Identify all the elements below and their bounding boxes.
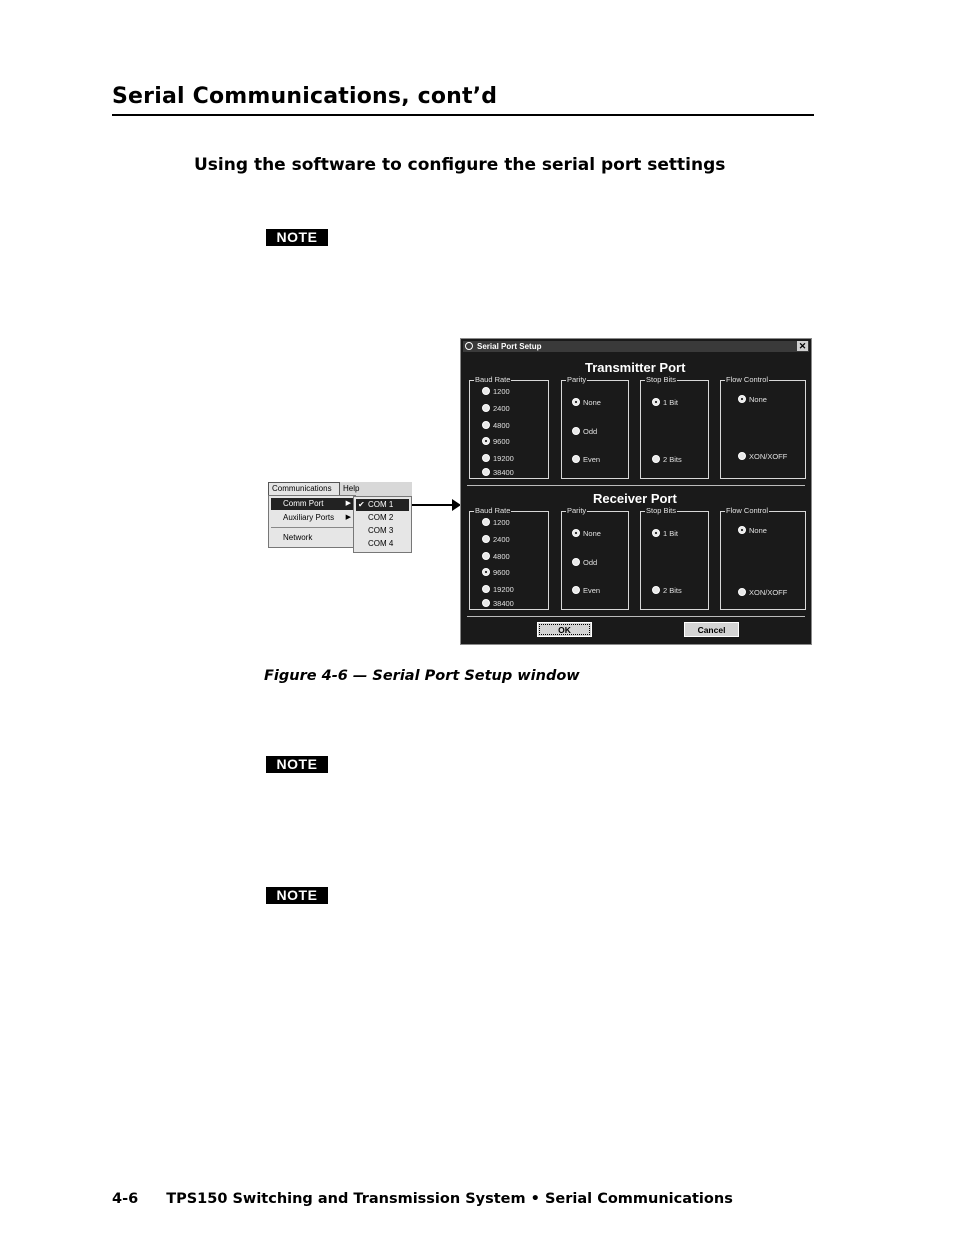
menu-item-label: COM 3 [368, 526, 394, 535]
radio-icon [652, 455, 660, 463]
group-label: Stop Bits [646, 506, 677, 515]
group-label: Parity [567, 375, 587, 384]
menu-bar [268, 482, 412, 496]
radio-icon [572, 558, 580, 566]
option-label: 2400 [493, 535, 510, 544]
group-label: Parity [567, 506, 587, 515]
option-label: 4800 [493, 421, 510, 430]
radio-selected-icon [738, 526, 746, 534]
group-label: Baud Rate [475, 506, 511, 515]
tx-baud-9600-radio[interactable] [482, 437, 510, 446]
option-label: 2 Bits [663, 586, 682, 595]
app-icon [465, 342, 473, 350]
radio-icon [572, 427, 580, 435]
radio-icon [572, 455, 580, 463]
radio-selected-icon [572, 398, 580, 406]
radio-icon [482, 552, 490, 560]
note-badge: NOTE [266, 229, 328, 246]
menu-item-label: Network [283, 533, 313, 542]
rx-baud-4800-radio[interactable] [482, 552, 510, 561]
tx-baud-rate-group [469, 375, 549, 479]
group-label: Baud Rate [475, 375, 511, 384]
menu-item-com1[interactable] [356, 499, 409, 511]
radio-icon [738, 588, 746, 596]
option-label: 4800 [493, 552, 510, 561]
page-number: 4-6 [112, 1191, 139, 1207]
radio-icon [482, 535, 490, 543]
radio-icon [738, 452, 746, 460]
rx-flow-none-radio[interactable] [738, 526, 767, 535]
group-label: Flow Control [726, 506, 769, 515]
menu-item-auxiliary-ports[interactable] [271, 512, 353, 524]
option-label: 1 Bit [663, 398, 679, 407]
menu-communications[interactable]: Communications [268, 482, 340, 496]
radio-selected-icon [482, 568, 490, 576]
rx-baud-19200-radio[interactable] [482, 585, 514, 594]
tx-parity-group [561, 375, 629, 479]
tx-flow-xonxoff-radio[interactable] [738, 452, 787, 461]
menu-item-com2[interactable] [356, 512, 409, 524]
cancel-button[interactable]: Cancel [684, 622, 739, 637]
option-label: Even [583, 586, 601, 595]
menu-item-label: Auxiliary Ports [283, 513, 335, 522]
rx-parity-even-radio[interactable] [572, 586, 600, 595]
radio-icon [572, 586, 580, 594]
menu-item-label: COM 1 [368, 500, 394, 509]
option-label: 38400 [493, 468, 514, 477]
communications-menu [268, 495, 356, 548]
rx-baud-9600-radio[interactable] [482, 568, 510, 577]
group-label: Stop Bits [646, 375, 677, 384]
option-label: None [583, 398, 601, 407]
radio-icon [482, 421, 490, 429]
option-label: 1200 [493, 387, 510, 396]
tx-baud-4800-radio[interactable] [482, 421, 510, 430]
transmitter-port-heading: Transmitter Port [585, 360, 686, 375]
figure-caption: Figure 4-6 — Serial Port Setup window [264, 668, 580, 684]
rx-baud-2400-radio[interactable] [482, 535, 510, 544]
option-label: None [749, 526, 767, 535]
tx-baud-1200-radio[interactable] [482, 387, 510, 396]
tx-baud-19200-radio[interactable] [482, 454, 514, 463]
tx-baud-2400-radio[interactable] [482, 404, 510, 413]
option-label: 2400 [493, 404, 510, 413]
option-label: None [583, 529, 601, 538]
section-divider [467, 485, 805, 486]
tx-baud-38400-radio[interactable] [482, 468, 514, 477]
radio-icon [482, 387, 490, 395]
footer-text: TPS150 Switching and Transmission System • Serial Communications [166, 1191, 733, 1207]
comm-port-submenu [353, 496, 412, 553]
radio-selected-icon [652, 398, 660, 406]
option-label: Odd [583, 558, 598, 567]
menu-item-label: COM 4 [368, 539, 394, 548]
section-divider [467, 616, 805, 617]
menu-item-com3[interactable] [356, 525, 409, 537]
menu-item-label: COM 2 [368, 513, 394, 522]
option-label: 1 Bit [663, 529, 679, 538]
group-label: Flow Control [726, 375, 769, 384]
radio-icon [482, 454, 490, 462]
radio-icon [652, 586, 660, 594]
menu-separator [271, 527, 353, 528]
radio-icon [482, 599, 490, 607]
radio-icon [482, 404, 490, 412]
menu-item-network[interactable] [271, 532, 353, 544]
tx-stop-2bits-radio[interactable] [652, 455, 682, 464]
radio-selected-icon [572, 529, 580, 537]
close-button[interactable]: ✕ [798, 341, 807, 351]
radio-icon [482, 585, 490, 593]
rx-stop-bits-group [640, 506, 709, 610]
serial-port-setup-dialog [460, 338, 812, 645]
rx-stop-2bits-radio[interactable] [652, 586, 682, 595]
note-badge: NOTE [266, 756, 328, 773]
option-label: None [749, 395, 767, 404]
menu-help[interactable]: Help [343, 484, 360, 493]
option-label: 38400 [493, 599, 514, 608]
option-label: 1200 [493, 518, 510, 527]
radio-icon [482, 468, 490, 476]
rx-flow-xonxoff-radio[interactable] [738, 588, 787, 597]
submenu-arrow-icon: ▶ [345, 500, 351, 507]
rx-parity-none-radio[interactable] [572, 529, 601, 538]
option-label: XON/XOFF [749, 452, 788, 461]
tx-parity-even-radio[interactable] [572, 455, 600, 464]
tx-stop-1bit-radio[interactable] [652, 398, 678, 407]
submenu-arrow-icon: ▶ [345, 514, 351, 521]
radio-selected-icon [482, 437, 490, 445]
tx-flow-control-group [720, 375, 806, 479]
receiver-port-heading: Receiver Port [593, 491, 677, 506]
ok-button[interactable]: OK [537, 622, 592, 637]
menu-item-label: Comm Port [283, 499, 324, 508]
option-label: 2 Bits [663, 455, 682, 464]
rx-parity-group [561, 506, 629, 610]
check-icon: ✔ [358, 500, 365, 509]
rx-baud-1200-radio[interactable] [482, 518, 510, 527]
radio-selected-icon [738, 395, 746, 403]
rx-parity-odd-radio[interactable] [572, 558, 597, 567]
tx-flow-none-radio[interactable] [738, 395, 767, 404]
option-label: 9600 [493, 568, 510, 577]
rx-stop-1bit-radio[interactable] [652, 529, 678, 538]
radio-icon [482, 518, 490, 526]
menu-item-comm-port[interactable] [271, 498, 353, 510]
rx-flow-control-group [720, 506, 806, 610]
section-heading: Using the software to configure the serial port settings [194, 155, 726, 175]
tx-parity-odd-radio[interactable] [572, 427, 597, 436]
title-rule [112, 114, 814, 116]
page-title: Serial Communications, cont’d [112, 84, 498, 109]
dialog-titlebar [463, 341, 809, 352]
menu-item-com4[interactable] [356, 538, 409, 550]
tx-stop-bits-group [640, 375, 709, 479]
option-label: Odd [583, 427, 598, 436]
option-label: 9600 [493, 437, 510, 446]
option-label: XON/XOFF [749, 588, 788, 597]
option-label: Even [583, 455, 601, 464]
tx-parity-none-radio[interactable] [572, 398, 601, 407]
radio-selected-icon [652, 529, 660, 537]
note-badge: NOTE [266, 887, 328, 904]
rx-baud-rate-group [469, 506, 549, 610]
option-label: 19200 [493, 585, 514, 594]
callout-arrow-line [412, 504, 456, 506]
page-footer [112, 1191, 733, 1207]
rx-baud-38400-radio[interactable] [482, 599, 514, 608]
option-label: 19200 [493, 454, 514, 463]
dialog-title: Serial Port Setup [477, 342, 542, 351]
